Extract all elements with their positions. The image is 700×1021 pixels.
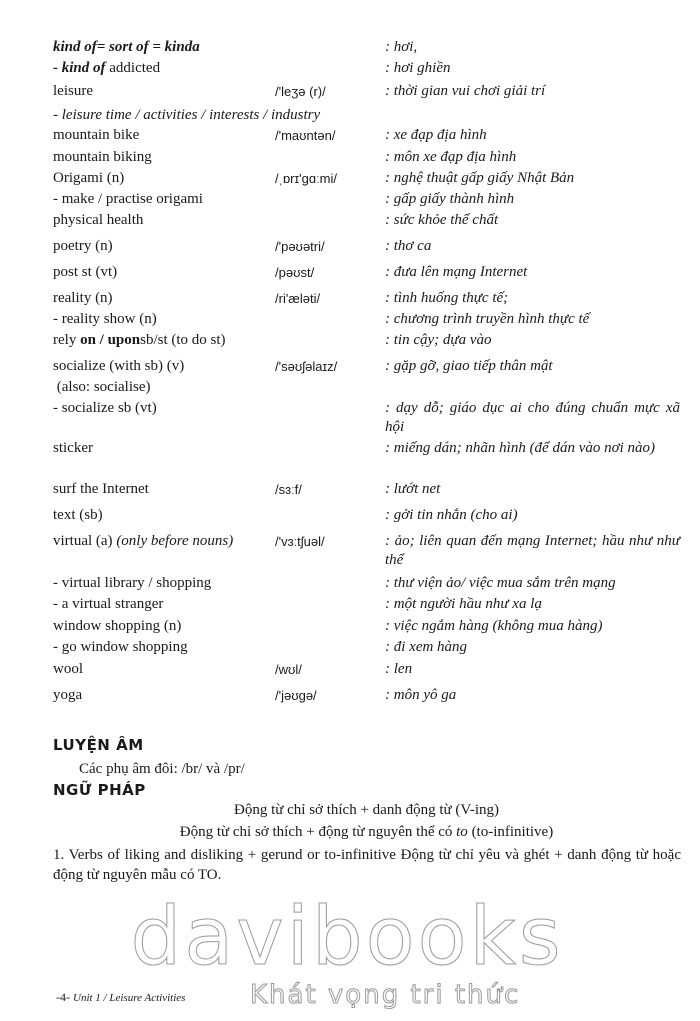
vocab-term: - socialize sb (vt)	[53, 400, 157, 416]
watermark-brand: davibooks	[130, 890, 564, 983]
vocab-ipa: /ri'æləti/	[275, 291, 321, 306]
footer-unit: Unit 1 / Leisure Activities	[73, 992, 186, 1004]
vocab-meaning: : thơ ca	[385, 238, 432, 254]
vocab-term: text (sb)	[53, 507, 103, 523]
vocab-term: poetry (n)	[53, 238, 113, 254]
vocab-meaning: : sức khỏe thể chất	[385, 212, 499, 228]
vocab-meaning: : hơi,	[385, 39, 418, 55]
vocab-meaning: : gấp giấy thành hình	[385, 191, 515, 207]
vocab-term: mountain biking	[53, 149, 152, 165]
vocab-meaning: : đưa lên mạng Internet	[385, 264, 528, 280]
vocab-ipa: /ˌɒrɪ'gɑːmi/	[275, 171, 338, 186]
vocab-meaning: : tình huống thực tế;	[385, 290, 509, 306]
vocab-term: yoga	[53, 687, 83, 703]
vocab-meaning: : ảo; liên quan đến mạng Internet; hầu như như thể	[385, 533, 680, 568]
vocab-term: leisure	[53, 83, 93, 99]
vocab-meaning: : đi xem hàng	[385, 639, 468, 655]
grammar-heading: NGỮ PHÁP	[53, 781, 146, 799]
pronunciation-heading: LUYỆN ÂM	[53, 736, 144, 754]
vocab-meaning: : xe đạp địa hình	[385, 127, 487, 143]
vocab-meaning: : gặp gỡ, giao tiếp thân mật	[385, 358, 553, 374]
vocab-ipa: /'vɜːtʃuəl/	[275, 534, 325, 549]
vocab-meaning: : miếng dán; nhãn hình (để dán vào nơi nào)	[385, 440, 656, 456]
vocab-term: surf the Internet	[53, 481, 149, 497]
page-footer	[56, 990, 185, 1005]
vocab-meaning: : gởi tin nhắn (cho ai)	[385, 507, 518, 523]
grammar-paragraph: 1. Verbs of liking and disliking + gerund or to-infinitive Động từ chỉ yêu và ghét + danh động từ hoặc động từ nguyên mẫu có TO.	[53, 847, 681, 883]
vocab-term: rely on / uponsb/st (to do st)	[53, 332, 226, 348]
page-number: -4-	[56, 990, 70, 1004]
vocab-term: - go window shopping	[53, 639, 188, 655]
vocab-term: (also: socialise)	[53, 379, 151, 395]
vocab-meaning: : việc ngắm hàng (không mua hàng)	[385, 618, 603, 634]
vocab-meaning: : hơi ghiền	[385, 60, 451, 76]
vocab-term: socialize (with sb) (v)	[53, 358, 185, 374]
vocab-ipa: /'leʒə (r)/	[275, 84, 326, 99]
vocab-term: sticker	[53, 440, 93, 456]
vocab-term: - reality show (n)	[53, 311, 157, 327]
vocab-term: - leisure time / activities / interests / industry	[53, 107, 321, 123]
vocab-ipa: /'səʊʃəlaɪz/	[275, 359, 338, 374]
vocab-ipa: /wʊl/	[275, 662, 302, 677]
vocab-term: physical health	[53, 212, 144, 228]
pronunciation-text: Các phụ âm đôi: /br/ và /pr/	[79, 761, 245, 777]
watermark-slogan: Khát vọng tri thức	[250, 980, 521, 1010]
vocab-ipa: /'maʊntən/	[275, 128, 336, 143]
vocab-meaning: : chương trình truyền hình thực tế	[385, 311, 590, 327]
vocab-ipa: /'jəʊgə/	[275, 688, 317, 703]
vocab-ipa: /'pəʊətri/	[275, 239, 325, 254]
vocab-term: Origami (n)	[53, 170, 125, 186]
vocab-meaning: : một người hầu như xa lạ	[385, 596, 542, 612]
vocab-meaning: : thời gian vui chơi giải trí	[385, 83, 546, 99]
vocab-ipa: /pəʊst/	[275, 265, 315, 280]
vocab-meaning: : tin cậy; dựa vào	[385, 332, 492, 348]
vocab-meaning: : nghệ thuật gấp giấy Nhật Bản	[385, 170, 575, 186]
vocab-term: - kind of addicted	[53, 60, 161, 76]
vocab-term: wool	[53, 661, 83, 677]
vocab-term: - a virtual stranger	[53, 596, 164, 612]
vocab-meaning: : môn yô ga	[385, 687, 457, 703]
vocab-ipa: /sɜːf/	[275, 482, 302, 497]
vocab-term: post st (vt)	[53, 264, 118, 280]
vocab-meaning: : len	[385, 661, 413, 677]
vocab-term: - make / practise origami	[53, 191, 203, 207]
vocab-term: mountain bike	[53, 127, 140, 143]
vocab-term: - virtual library / shopping	[53, 575, 212, 591]
grammar-rule-2: Động từ chỉ sở thích + động từ nguyên thể có to (to-infinitive)	[179, 824, 554, 840]
vocab-term: window shopping (n)	[53, 618, 182, 634]
grammar-rule-1: Động từ chỉ sở thích + danh động từ (V-ing)	[234, 802, 499, 818]
vocab-term: kind of= sort of = kinda	[53, 39, 200, 55]
vocab-term: virtual (a) (only before nouns)	[53, 533, 234, 549]
vocab-meaning: : thư viện ảo/ việc mua sắm trên mạng	[385, 575, 616, 591]
vocab-term: reality (n)	[53, 290, 113, 306]
vocab-meaning: : dạy dỗ; giáo dục ai cho đúng chuẩn mực xã hội	[385, 400, 680, 435]
vocab-meaning: : lướt net	[385, 481, 441, 497]
vocab-meaning: : môn xe đạp địa hình	[385, 149, 517, 165]
